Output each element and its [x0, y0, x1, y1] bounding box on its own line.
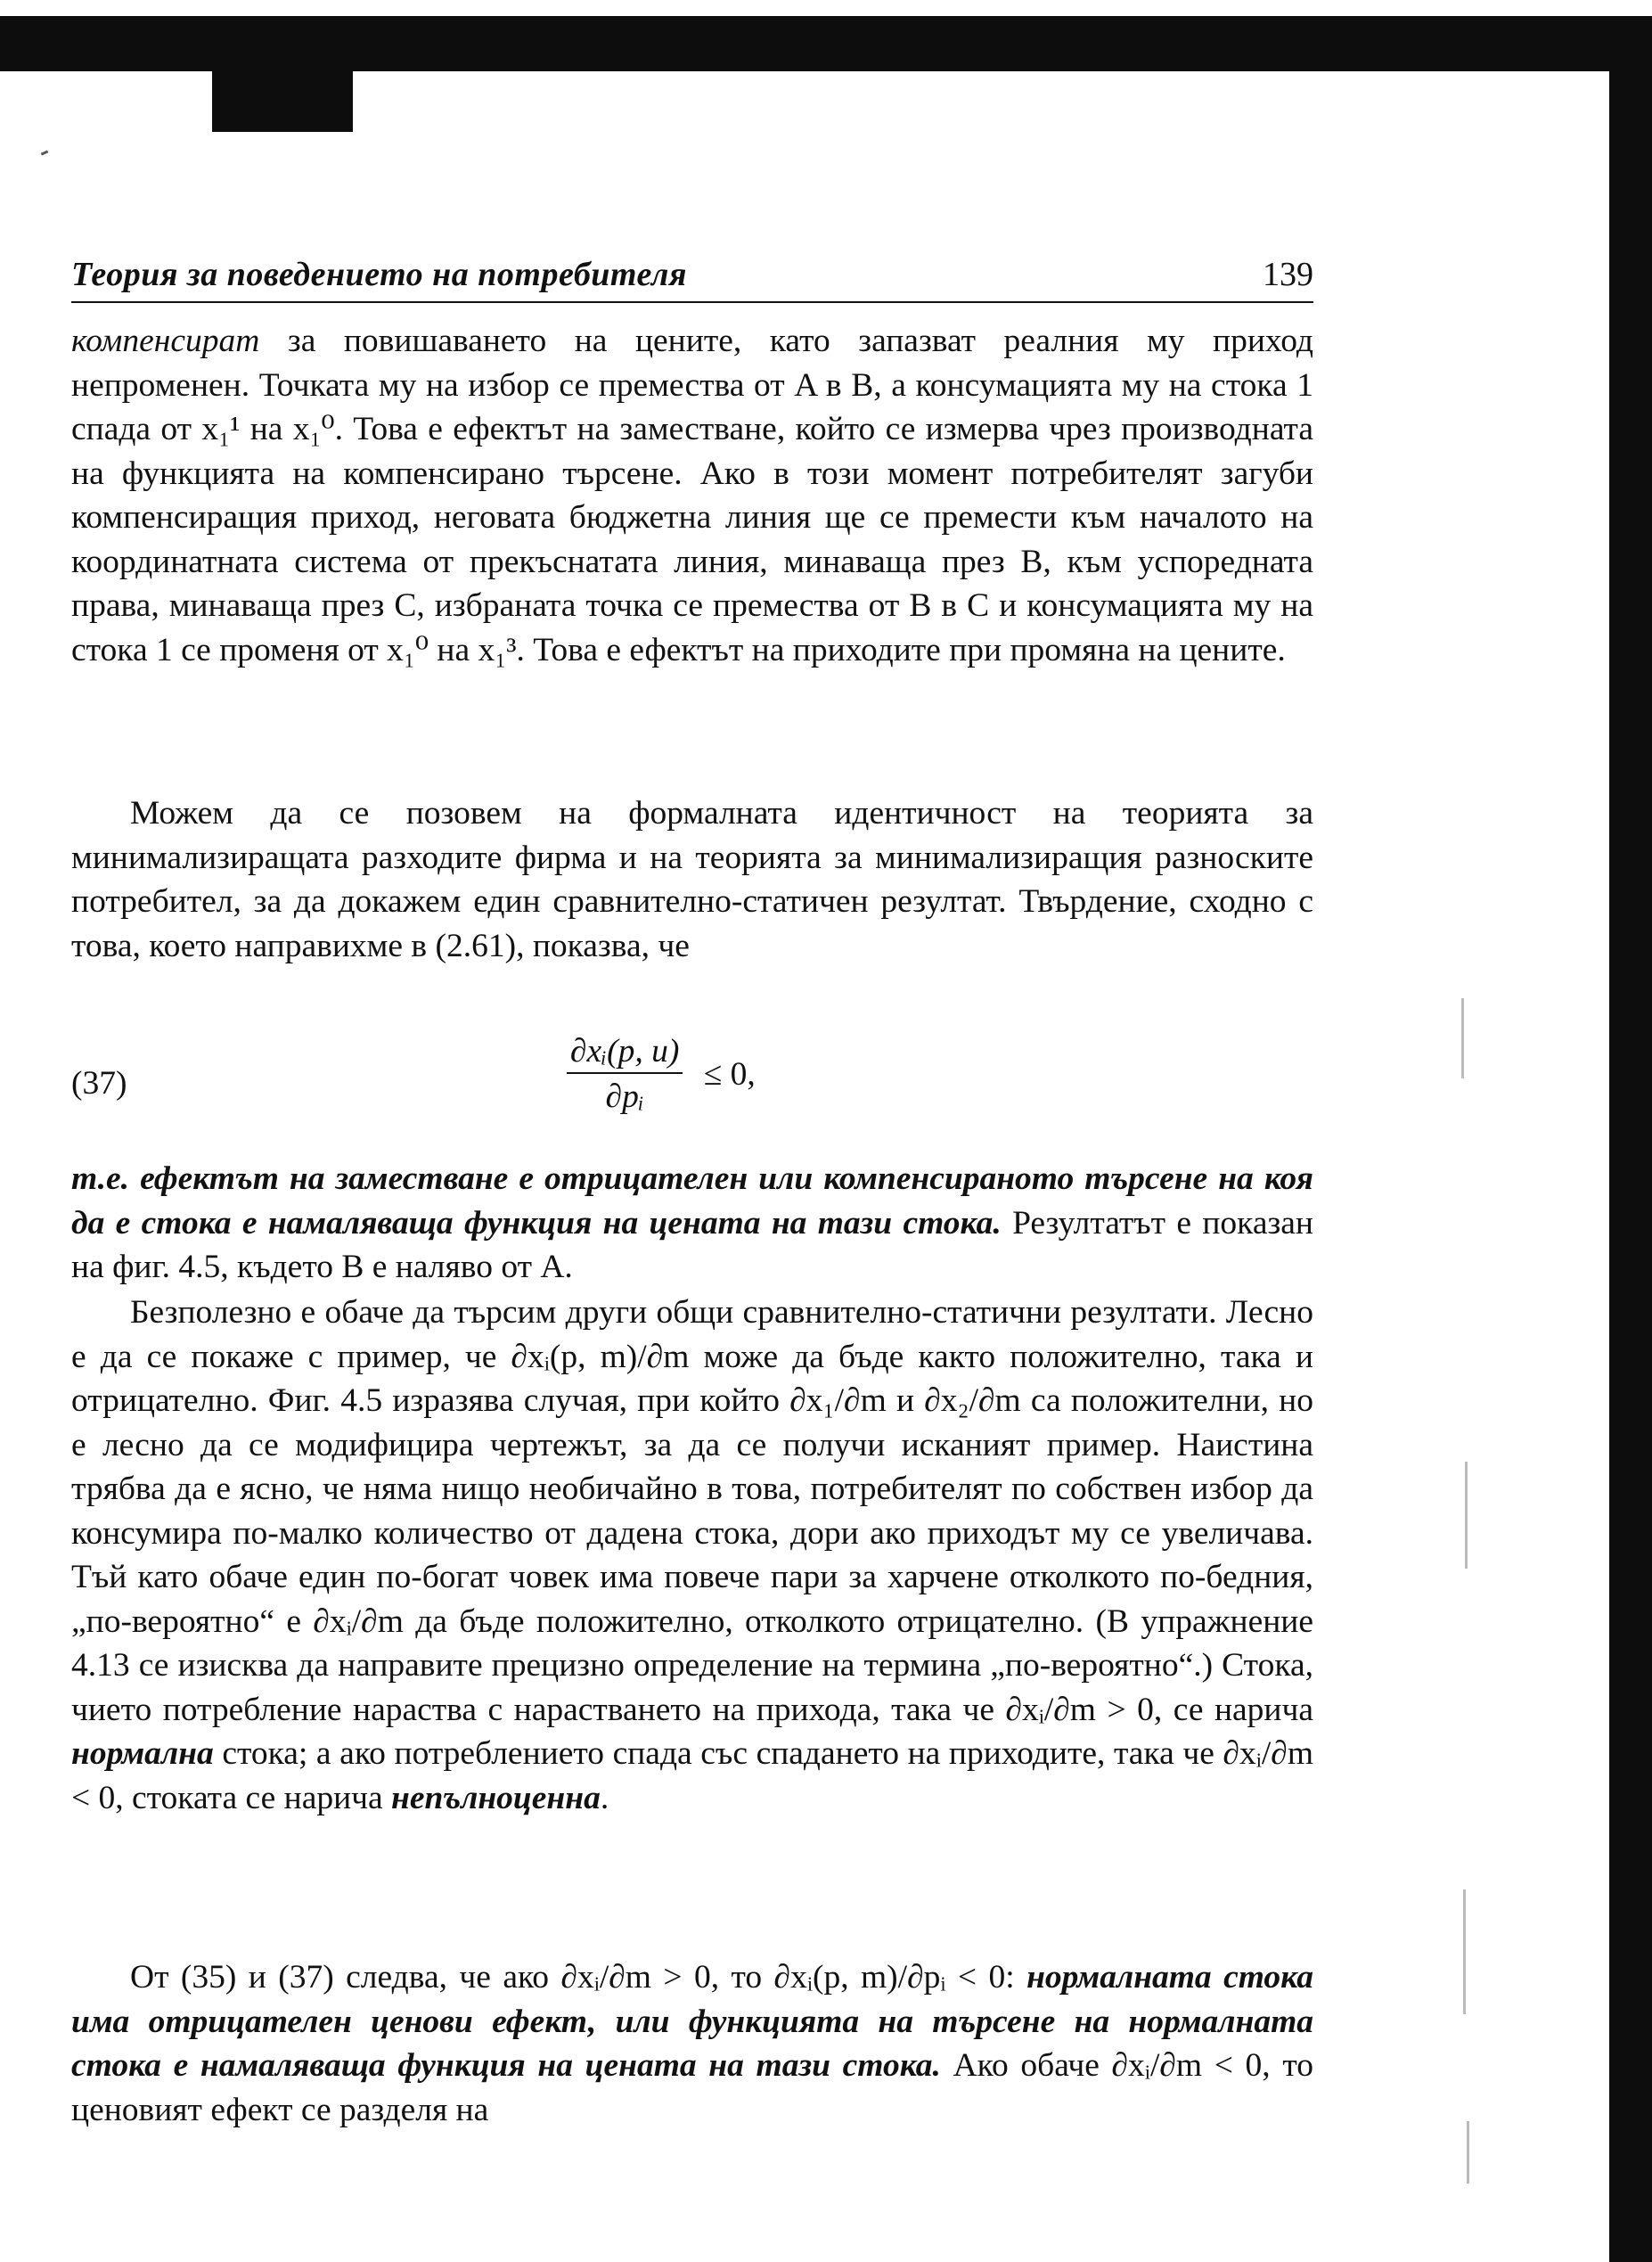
fraction-numerator: ∂xᵢ(p, u) [567, 1032, 683, 1074]
fraction [567, 1032, 683, 1116]
scan-noise-mark [1461, 998, 1464, 1078]
page-number: 139 [1263, 256, 1313, 293]
paragraph-text: стока; а ако потреблението спада със спадането на приходите, така че ∂xᵢ/∂m < 0, стоката се нарича [71, 1735, 1313, 1816]
paragraph-text: Безполезно е обаче да търсим други общи сравнително-статични резултати. Лесно е да се покаже с пример, че ∂xᵢ(p, m)/∂m може да бъде както положително, така и отрицателно. Фиг. 4.5 изразява случая, при който ∂x₁/∂m и ∂x₂/∂m са положителни, но е лесно да се модифицира чертежът, за да се получи исканият пример. Наистина трябва да е ясно, че няма нищо необичайно в това, потребителят по собствен избор да консумира по-малко количество от дадена стока, дори ако приходът му се увеличава. Тъй като обаче един по-богат човек има повече пари за харчене отколкото по-бедния, „по-вероятно“ е ∂xᵢ/∂m да бъде положително, отколкото отрицателно. (В упражнение 4.13 се изисква да направите прецизно определение на термина „по-вероятно“.) Стока, чието потребление нараства с нарастването на прихода, така че ∂xᵢ/∂m > 0, се нарича [71, 1294, 1313, 1728]
running-title: Теория за поведението на потребителя [71, 256, 687, 293]
bold-italic-statement: нормалната стока има отрицателен ценови ефект, или функцията на търсене на нормалната стока е намаляваща функция на цената на тази стока. [71, 1959, 1313, 2084]
scan-noise-mark [1463, 1889, 1466, 2014]
display-equation [71, 1032, 1313, 1139]
paragraph-1 [71, 319, 1313, 672]
scan-noise-mark [1467, 2121, 1469, 2184]
paragraph-text: Резултатът е показан на фиг. 4.5, където B е наляво от A. [71, 1204, 1313, 1285]
paragraph-text: От (35) и (37) следва, че ако ∂xᵢ/∂m > 0, то ∂xᵢ(p, m)/∂pᵢ < 0: [130, 1959, 1027, 1996]
scan-border-right [1609, 16, 1652, 2262]
equation-body [567, 1032, 756, 1116]
equation-number: (37) [71, 1065, 127, 1102]
equation-relation: ≤ 0, [695, 1055, 756, 1093]
term-inferior: непълноценна [391, 1779, 601, 1816]
paragraph-3 [71, 1157, 1313, 1290]
paragraph-5 [71, 1955, 1313, 2132]
scan-dark-block [212, 53, 353, 132]
fraction-denominator: ∂pᵢ [605, 1078, 644, 1115]
paragraph-2 [71, 791, 1313, 968]
emphasis-term: компенсират [71, 323, 260, 359]
paragraph-text: за повишаването на цените, като запазват реалния му приход непроменен. Точката му на избор се премества от A в B, а консумацията му на стока 1 спада от x₁¹ на x₁⁰. Това е ефектът на заместване, който се измерва чрез производната на функцията на компенсирано търсене. Ако в този момент потребителят загуби компенсиращия приход, неговата бюджетна линия ще се премести към началото на координатната система от прекъснатата линия, минаваща през B, към успоредната права, минаваща през C, избраната точка се премества от B в C и консумацията му на стока 1 се променя от x₁⁰ на x₁³. Това е ефектът на приходите при промяна на цените. [71, 323, 1313, 668]
paragraph-text: Можем да се позовем на формалната идентичност на теорията за минимализиращата разходите фирма и на теорията за минимализиращия разноските потребител, за да докажем един сравнително-статичен резултат. Твърдение, сходно с това, което направихме в (2.61), показва, че [71, 795, 1313, 964]
paragraph-text: Ако обаче ∂xᵢ/∂m < 0, то ценовият ефект се разделя на [71, 2047, 1313, 2128]
running-head [71, 251, 1313, 303]
scan-speck [41, 150, 49, 155]
scan-noise-mark [1465, 1462, 1468, 1569]
paragraph-4 [71, 1291, 1313, 1820]
paragraph-text: . [600, 1779, 609, 1816]
bold-italic-statement: т.е. ефектът на заместване е отрицателен или компенсираното търсене на коя да е стока е намаляваща функция на цената на тази стока. [71, 1160, 1313, 1242]
term-normal: нормална [71, 1735, 214, 1772]
